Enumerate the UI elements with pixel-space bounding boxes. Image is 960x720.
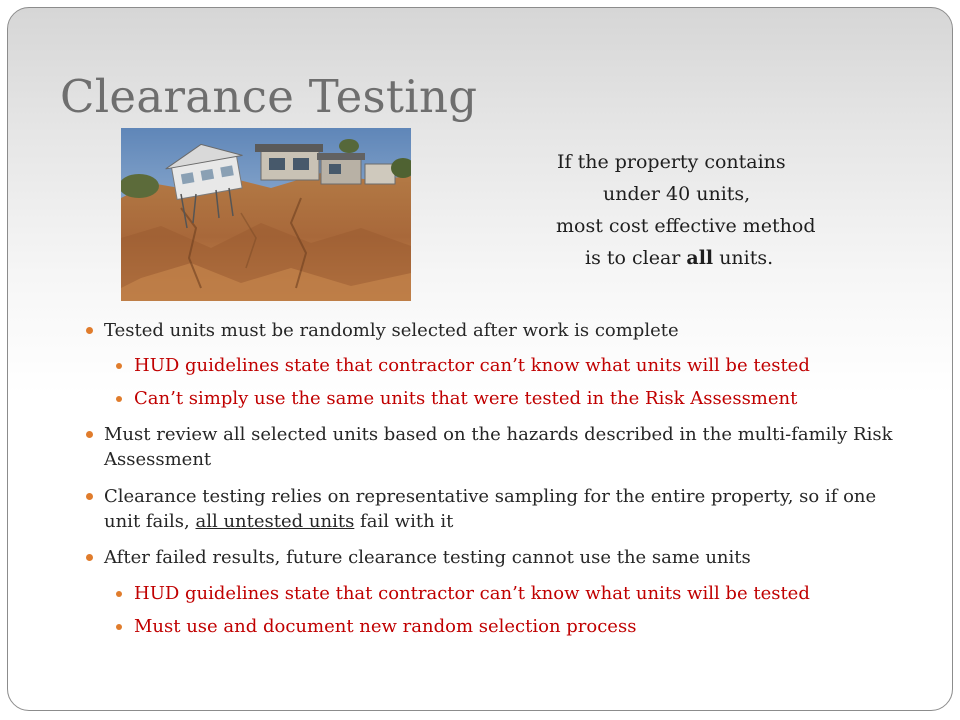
- callout-line-4: is to clear all units.: [585, 247, 774, 269]
- sub-bullet-item: Can’t simply use the same units that were tested in the Risk Assessment: [83, 386, 913, 411]
- bullet-dot-icon: [116, 396, 122, 402]
- landslide-house-photo: [121, 128, 411, 301]
- bullet-item: Tested units must be randomly selected after work is complete: [83, 318, 913, 343]
- bullet-item: Clearance testing relies on representative sampling for the entire property, so if one unit fails, all untested units fail with it: [83, 484, 913, 534]
- callout-emphasis: all: [686, 247, 714, 269]
- callout-line-1: If the property contains: [557, 151, 786, 173]
- bullet-dot-icon: [86, 431, 93, 438]
- bullet-list: [83, 318, 913, 639]
- slide-title: Clearance Testing: [60, 70, 478, 123]
- callout-text: [543, 146, 873, 274]
- bullet-dot-icon: [116, 624, 122, 630]
- callout-line-2: under 40 units,: [603, 183, 751, 205]
- bullet-dot-icon: [116, 591, 122, 597]
- bullet-item: Must review all selected units based on the hazards described in the multi-family Risk Assessment: [83, 422, 913, 472]
- sub-bullet-item: HUD guidelines state that contractor can’t know what units will be tested: [83, 581, 913, 606]
- bullet-dot-icon: [86, 493, 93, 500]
- bullet-dot-icon: [86, 327, 93, 334]
- slide: [7, 7, 953, 711]
- sub-bullet-item: HUD guidelines state that contractor can’t know what units will be tested: [83, 353, 913, 378]
- callout-line-3: most cost effective method: [556, 215, 816, 237]
- sub-bullet-item: Must use and document new random selection process: [83, 614, 913, 639]
- bullet-dot-icon: [86, 554, 93, 561]
- bullet-dot-icon: [116, 363, 122, 369]
- bullet-item: After failed results, future clearance testing cannot use the same units: [83, 545, 913, 570]
- underlined-phrase: all untested units: [195, 511, 355, 532]
